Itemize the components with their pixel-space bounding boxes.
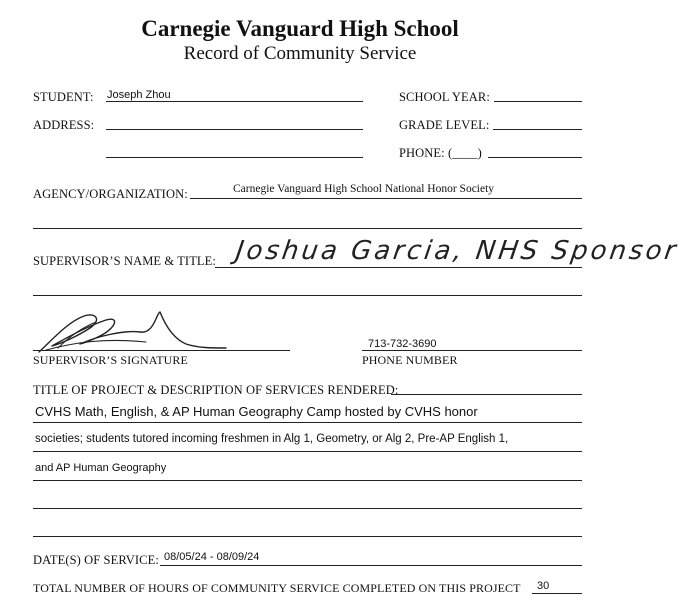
supervisor-signature-label: SUPERVISOR’S SIGNATURE (33, 353, 188, 367)
project-line-4[interactable] (33, 508, 582, 509)
project-line-3 (33, 480, 582, 481)
dates-label: DATE(S) OF SERVICE: (33, 553, 159, 567)
supervisor-name-line-2[interactable] (33, 295, 582, 296)
dates-value[interactable]: 08/05/24 - 08/09/24 (164, 551, 260, 563)
agency-line (190, 198, 582, 199)
project-description-line-1[interactable]: CVHS Math, English, & AP Human Geography Camp hosted by CVHS honor (35, 404, 478, 419)
project-line-1 (33, 422, 582, 423)
phone-number-label: PHONE NUMBER (362, 353, 458, 367)
supervisor-name-value[interactable]: Joshua Garcia, NHS Sponsor (233, 236, 680, 266)
project-description-line-3[interactable]: and AP Human Geography (35, 462, 167, 474)
hours-value[interactable]: 30 (537, 580, 550, 592)
project-line-2 (33, 451, 582, 452)
address-line-2[interactable] (106, 157, 363, 158)
signature-line[interactable] (33, 350, 290, 351)
project-line-5[interactable] (33, 536, 582, 537)
agency-value[interactable]: Carnegie Vanguard High School National Honor Society (233, 183, 495, 195)
dates-line (160, 565, 582, 566)
supervisor-phone-value[interactable]: 713-732-3690 (368, 338, 437, 350)
project-description-line-2[interactable]: societies; students tutored incoming freshmen in Alg 1, Geometry, or Alg 2, Pre-AP English 1, (35, 433, 509, 445)
form-title: Record of Community Service (183, 43, 417, 64)
supervisor-name-label: SUPERVISOR’S NAME & TITLE: (33, 254, 216, 268)
project-label: TITLE OF PROJECT & DESCRIPTION OF SERVICES RENDERED: (33, 383, 399, 397)
phone-number-line (362, 350, 582, 351)
grade-level-line[interactable] (493, 129, 582, 130)
address-line-1[interactable] (106, 129, 363, 130)
grade-level-label: GRADE LEVEL: (399, 118, 490, 132)
project-line-0 (391, 394, 582, 395)
agency-label: AGENCY/ORGANIZATION: (33, 187, 188, 201)
school-year-line[interactable] (494, 101, 582, 102)
supervisor-name-line (215, 267, 582, 268)
student-line (106, 101, 363, 102)
phone-line[interactable] (488, 157, 582, 158)
student-value[interactable]: Joseph Zhou (107, 89, 171, 101)
school-name: Carnegie Vanguard High School (141, 16, 459, 41)
student-label: STUDENT: (33, 90, 94, 104)
hours-line (532, 593, 582, 594)
address-label: ADDRESS: (33, 118, 95, 132)
phone-label: PHONE: (____) (399, 146, 482, 160)
hours-label: TOTAL NUMBER OF HOURS OF COMMUNITY SERVICE COMPLETED ON THIS PROJECT (33, 581, 521, 595)
agency-line-2[interactable] (33, 228, 582, 229)
school-year-label: SCHOOL YEAR: (399, 90, 490, 104)
